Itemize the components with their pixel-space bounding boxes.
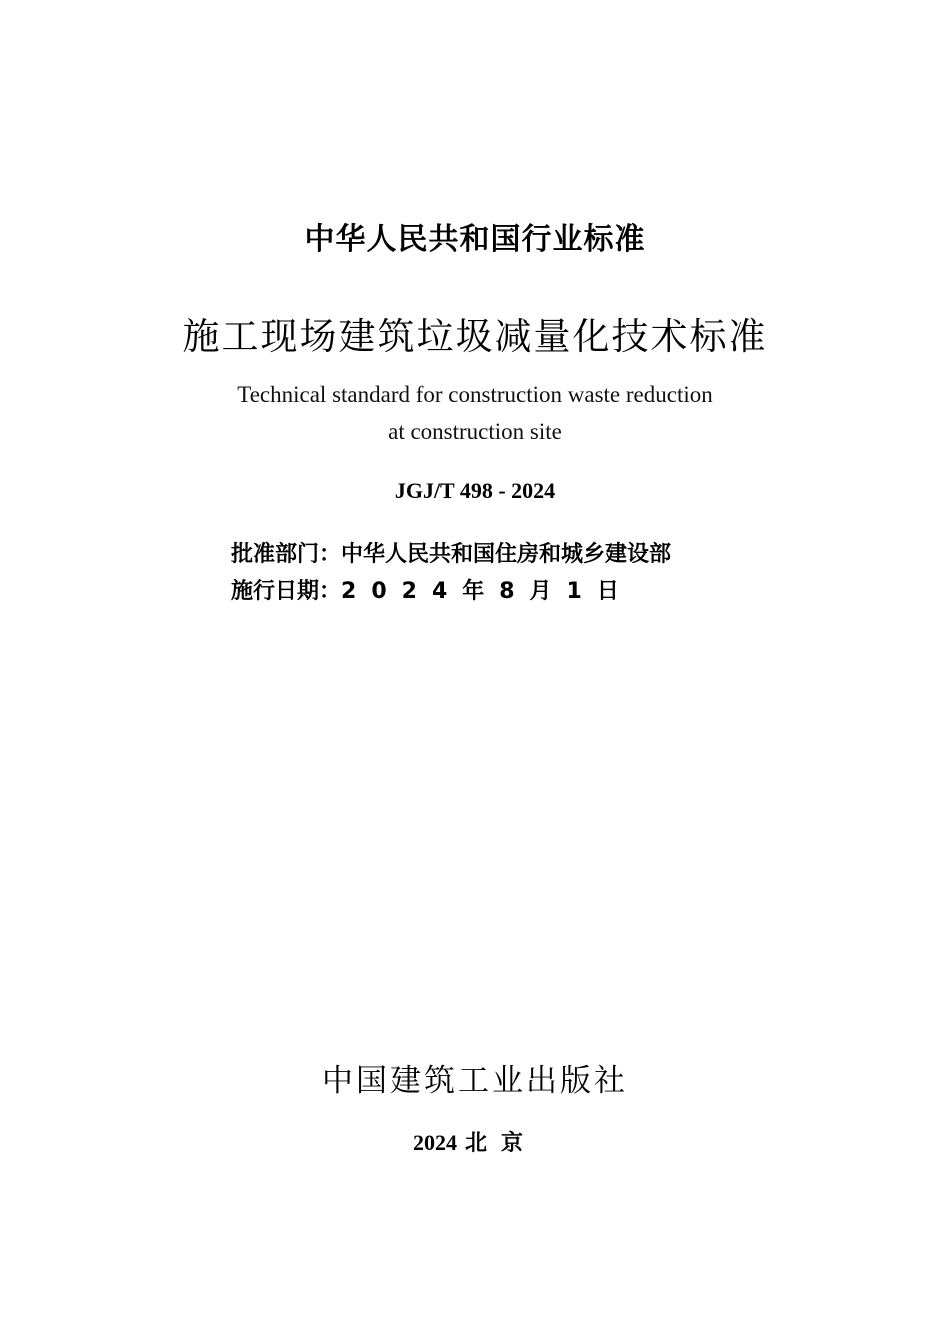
standard-category: 中华人民共和国行业标准 [304,222,646,257]
effective-value: 2024年8月1日 [341,579,634,604]
publisher-name: 中国建筑工业出版社 [322,1063,628,1099]
publication-city: 北京 [464,1131,537,1156]
standard-code: JGJ/T 498 - 2024 [394,478,556,503]
approval-department-row [231,537,791,568]
approval-value: 中华人民共和国住房和城乡建设部 [341,542,672,567]
title-english-line-1: Technical standard for construction waste reduction [237,382,713,407]
publication-year: 2024 [412,1130,457,1155]
approval-label: 批准部门： [231,542,342,567]
title-english-line-2: at construction site [388,419,562,444]
effective-date-row [231,574,791,605]
publication-year-city [0,1126,950,1157]
effective-label: 施行日期： [231,579,342,604]
title-chinese: 施工现场建筑垃圾减量化技术标准 [182,315,768,358]
